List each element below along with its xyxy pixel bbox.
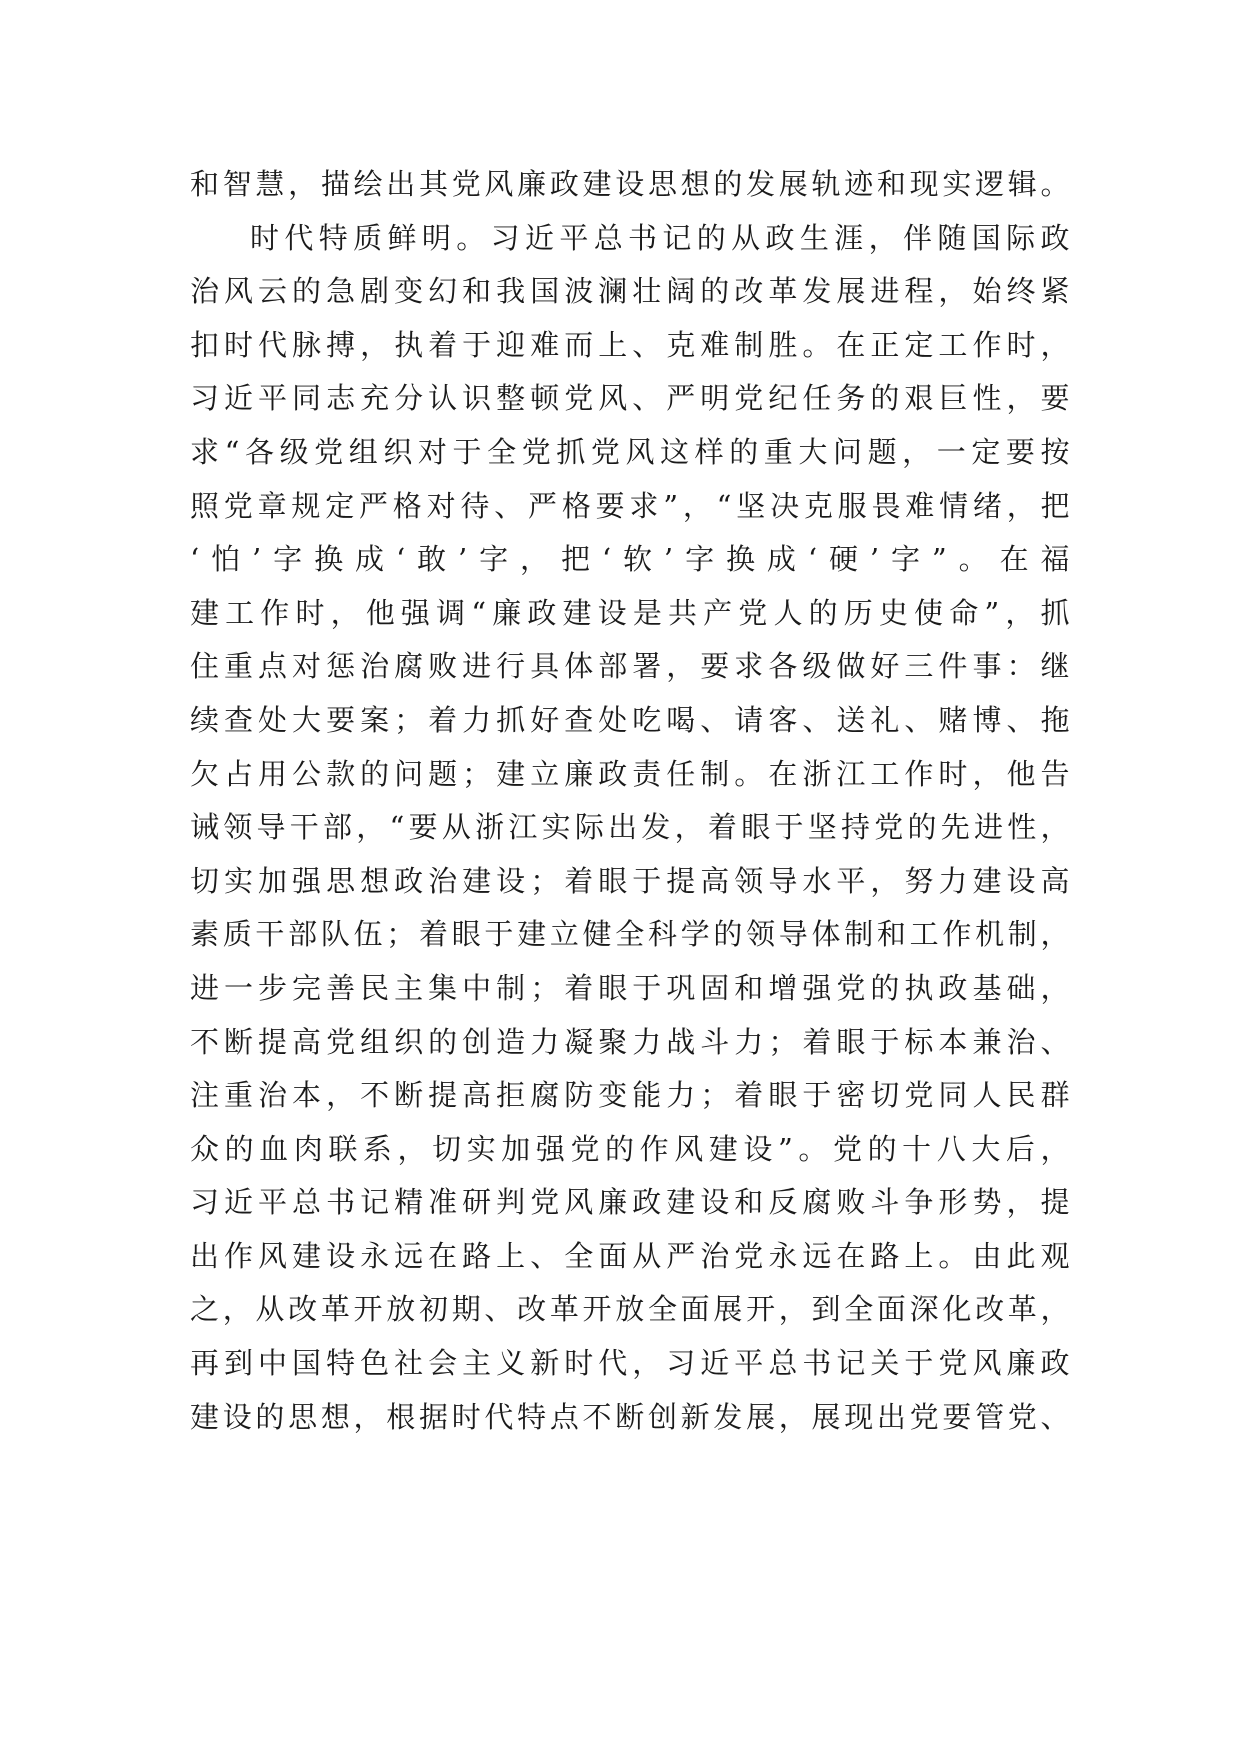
text-line: 住重点对惩治腐败进行具体部署，要求各级做好三件事：继: [190, 649, 1070, 684]
text-line: 扣时代脉搏，执着于迎难而上、克难制胜。在正定工作时，: [190, 327, 1070, 362]
text-line: 习近平同志充分认识整顿党风、严明党纪任务的艰巨性，要: [190, 381, 1070, 416]
text-line: 习近平总书记精准研判党风廉政建设和反腐败斗争形势，提: [190, 1185, 1070, 1220]
text-line: 照党章规定严格对待、严格要求”，“坚决克服畏难情绪，把: [190, 488, 1070, 523]
text-line: 求“各级党组织对于全党抓党风这样的重大问题，一定要按: [190, 434, 1070, 469]
text-line: 众的血肉联系，切实加强党的作风建设”。党的十八大后，: [190, 1131, 1070, 1166]
text-line: 欠占用公款的问题；建立廉政责任制。在浙江工作时，他告: [190, 756, 1070, 791]
text-line: 素质干部队伍；着眼于建立健全科学的领导体制和工作机制，: [190, 917, 1070, 952]
body-text: [190, 158, 1070, 1444]
text-line: 之，从改革开放初期、改革开放全面展开，到全面深化改革，: [190, 1292, 1070, 1327]
text-line: 切实加强思想政治建设；着眼于提高领导水平，努力建设高: [190, 863, 1070, 898]
text-line: 建工作时，他强调“廉政建设是共产党人的历史使命”，抓: [190, 595, 1070, 630]
text-line: 进一步完善民主集中制；着眼于巩固和增强党的执政基础，: [190, 970, 1070, 1005]
text-line: 和智慧，描绘出其党风廉政建设思想的发展轨迹和现实逻辑。: [190, 167, 1070, 201]
text-line: ‘怕’字换成‘敢’字，把‘软’字换成‘硬’字”。在福: [190, 542, 1070, 577]
text-line: 诫领导干部，“要从浙江实际出发，着眼于坚持党的先进性，: [190, 810, 1070, 845]
text-line: 再到中国特色社会主义新时代，习近平总书记关于党风廉政: [190, 1346, 1070, 1381]
text-line: 注重治本，不断提高拒腐防变能力；着眼于密切党同人民群: [190, 1078, 1070, 1113]
text-line: 建设的思想，根据时代特点不断创新发展，展现出党要管党、: [190, 1399, 1070, 1434]
paragraph-start-line: 时代特质鲜明。习近平总书记的从政生涯，伴随国际政: [250, 220, 1070, 255]
text-line: 出作风建设永远在路上、全面从严治党永远在路上。由此观: [190, 1238, 1070, 1273]
text-line: 不断提高党组织的创造力凝聚力战斗力；着眼于标本兼治、: [190, 1024, 1070, 1059]
text-line: 治风云的急剧变幻和我国波澜壮阔的改革发展进程，始终紧: [190, 274, 1070, 309]
text-line: 续查处大要案；着力抓好查处吃喝、请客、送礼、赌博、拖: [190, 702, 1070, 737]
